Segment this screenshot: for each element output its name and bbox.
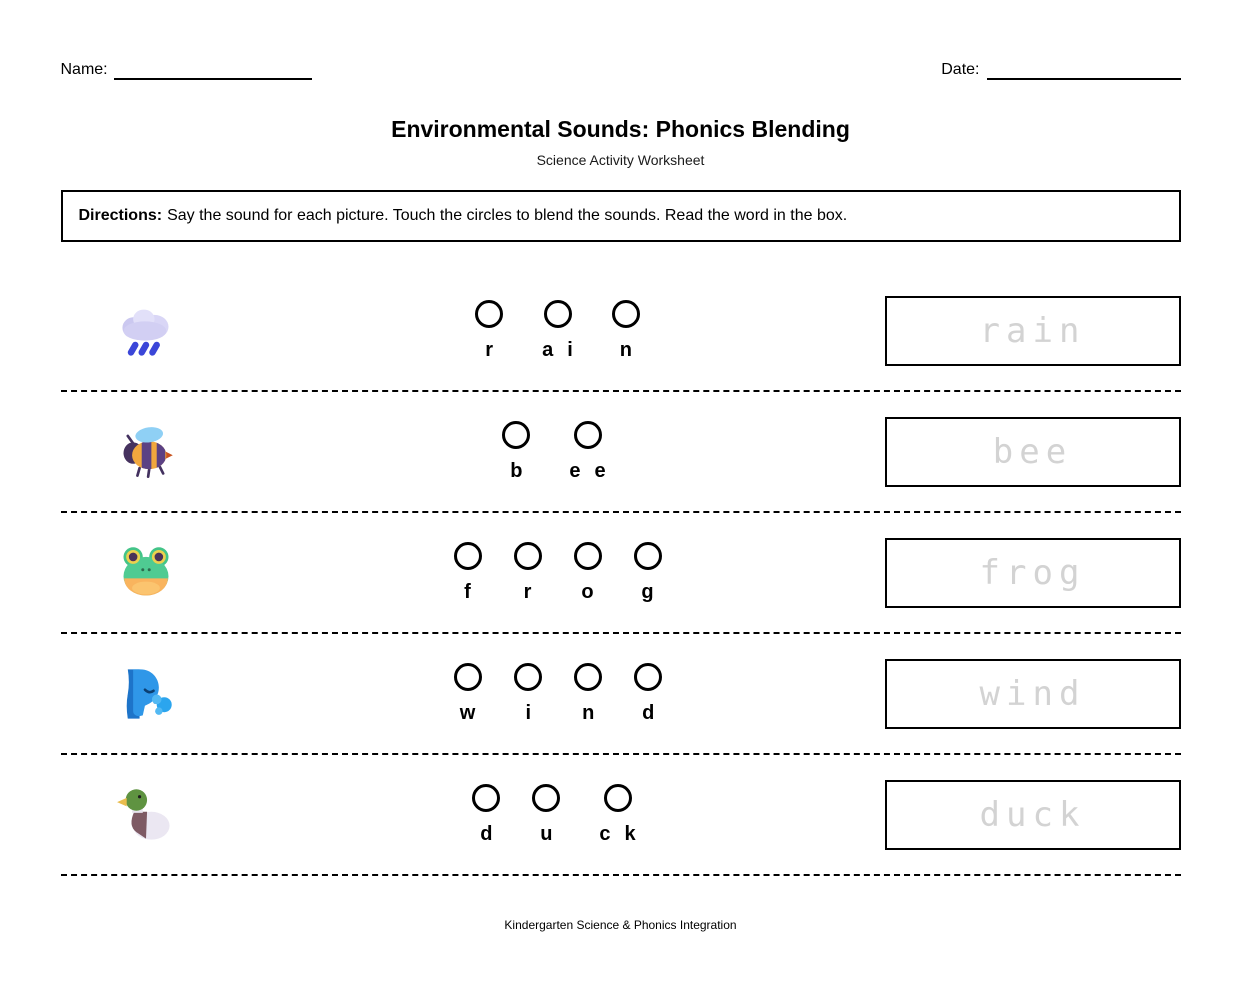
sound-letters: [519, 702, 539, 724]
blend-circle[interactable]: [634, 663, 662, 691]
blend-circle[interactable]: [454, 542, 482, 570]
rain-cloud-icon: [116, 301, 176, 361]
sound-letter: i: [567, 339, 573, 361]
date-line[interactable]: [987, 62, 1181, 80]
sound-letters: [503, 460, 529, 482]
word-box: [885, 538, 1181, 608]
icon-cell: [61, 664, 231, 724]
sound-letter: d: [642, 702, 655, 724]
sound-letters: [533, 823, 559, 845]
sound-group: [454, 542, 482, 603]
blend-circle[interactable]: [532, 784, 560, 812]
sound-blending-area: [231, 784, 885, 845]
footer-text: Kindergarten Science & Phonics Integration: [504, 918, 737, 932]
directions-box: [61, 190, 1181, 242]
activity-rows: [61, 271, 1181, 876]
icon-cell: [61, 543, 231, 603]
sound-letter: u: [540, 823, 553, 845]
wind-face-icon: [116, 664, 176, 724]
sound-letter: n: [619, 339, 632, 361]
blend-circle[interactable]: [574, 542, 602, 570]
word-box: [885, 659, 1181, 729]
sound-group: [502, 421, 530, 482]
sound-group: [475, 300, 503, 361]
sound-group: [574, 663, 602, 724]
blend-circle[interactable]: [612, 300, 640, 328]
sound-letters: [574, 581, 600, 603]
sound-letters: [575, 702, 601, 724]
blend-circle[interactable]: [574, 421, 602, 449]
blend-circle[interactable]: [472, 784, 500, 812]
worksheet-page: [61, 0, 1181, 932]
sound-blending-area: [231, 663, 885, 724]
sound-group: [472, 784, 500, 845]
sound-letters: [478, 339, 500, 361]
blend-circle[interactable]: [544, 300, 572, 328]
sound-letters: [473, 823, 499, 845]
blend-circle[interactable]: [604, 784, 632, 812]
duck-icon: [116, 785, 176, 845]
blend-circle[interactable]: [502, 421, 530, 449]
sound-blending-area: [231, 421, 885, 482]
sound-letter: k: [624, 823, 636, 845]
date-label: Date:: [941, 61, 980, 78]
sound-letters: [517, 581, 539, 603]
sound-group: [634, 663, 662, 724]
sound-letters: [562, 460, 612, 482]
sound-letters: [457, 581, 478, 603]
name-field: [61, 62, 312, 80]
sound-letters: [635, 702, 661, 724]
activity-row-bee: [61, 392, 1181, 513]
sound-group: [612, 300, 640, 361]
activity-row-frog: [61, 513, 1181, 634]
blend-circle[interactable]: [634, 542, 662, 570]
header-row: [61, 58, 1181, 80]
word-text: rain: [979, 310, 1086, 351]
sound-letter: d: [480, 823, 493, 845]
bee-icon: [116, 422, 176, 482]
blend-circle[interactable]: [514, 663, 542, 691]
activity-row-duck: [61, 755, 1181, 876]
sound-letter: w: [459, 702, 476, 724]
icon-cell: [61, 785, 231, 845]
sound-group: [453, 663, 483, 724]
word-box: [885, 296, 1181, 366]
sound-letter: a: [542, 339, 554, 361]
sound-letters: [634, 581, 660, 603]
sound-letter: r: [523, 581, 532, 603]
sound-group: [532, 784, 560, 845]
sound-blending-area: [231, 542, 885, 603]
icon-cell: [61, 301, 231, 361]
word-text: duck: [979, 794, 1086, 835]
sound-group: [634, 542, 662, 603]
directions-text: Say the sound for each picture. Touch the circles to blend the sounds. Read the word in the box.: [167, 207, 848, 224]
sound-letter: e: [594, 460, 606, 482]
sound-letter: n: [582, 702, 595, 724]
frog-icon: [116, 543, 176, 603]
name-label: Name:: [60, 61, 108, 78]
word-box: [885, 417, 1181, 487]
date-field: [941, 62, 1180, 80]
word-text: bee: [992, 431, 1073, 472]
sound-letters: [535, 339, 580, 361]
blend-circle[interactable]: [514, 542, 542, 570]
word-box: [885, 780, 1181, 850]
directions-label: Directions:: [78, 207, 163, 224]
sound-letter: i: [525, 702, 532, 724]
sound-group: [592, 784, 642, 845]
word-text: frog: [979, 552, 1086, 593]
sound-letter: g: [641, 581, 654, 603]
sound-group: [514, 663, 542, 724]
sound-letter: c: [599, 823, 611, 845]
word-text: wind: [979, 673, 1086, 714]
sound-group: [562, 421, 612, 482]
sound-letter: b: [510, 460, 523, 482]
sound-blending-area: [231, 300, 885, 361]
blend-circle[interactable]: [454, 663, 482, 691]
sound-letter: r: [485, 339, 494, 361]
sound-group: [514, 542, 542, 603]
sound-letter: f: [464, 581, 471, 603]
page-title: Environmental Sounds: Phonics Blending: [391, 116, 850, 142]
sound-letters: [592, 823, 642, 845]
sound-letter: e: [569, 460, 581, 482]
blend-circle[interactable]: [574, 663, 602, 691]
sound-letter: o: [581, 581, 594, 603]
sound-letters: [613, 339, 639, 361]
activity-row-wind: [61, 634, 1181, 755]
sound-group: [574, 542, 602, 603]
sound-group: [535, 300, 580, 361]
sound-letters: [453, 702, 483, 724]
icon-cell: [61, 422, 231, 482]
page-subtitle: Science Activity Worksheet: [536, 152, 705, 168]
activity-row-rain: [61, 271, 1181, 392]
blend-circle[interactable]: [475, 300, 503, 328]
name-line[interactable]: [114, 62, 312, 80]
